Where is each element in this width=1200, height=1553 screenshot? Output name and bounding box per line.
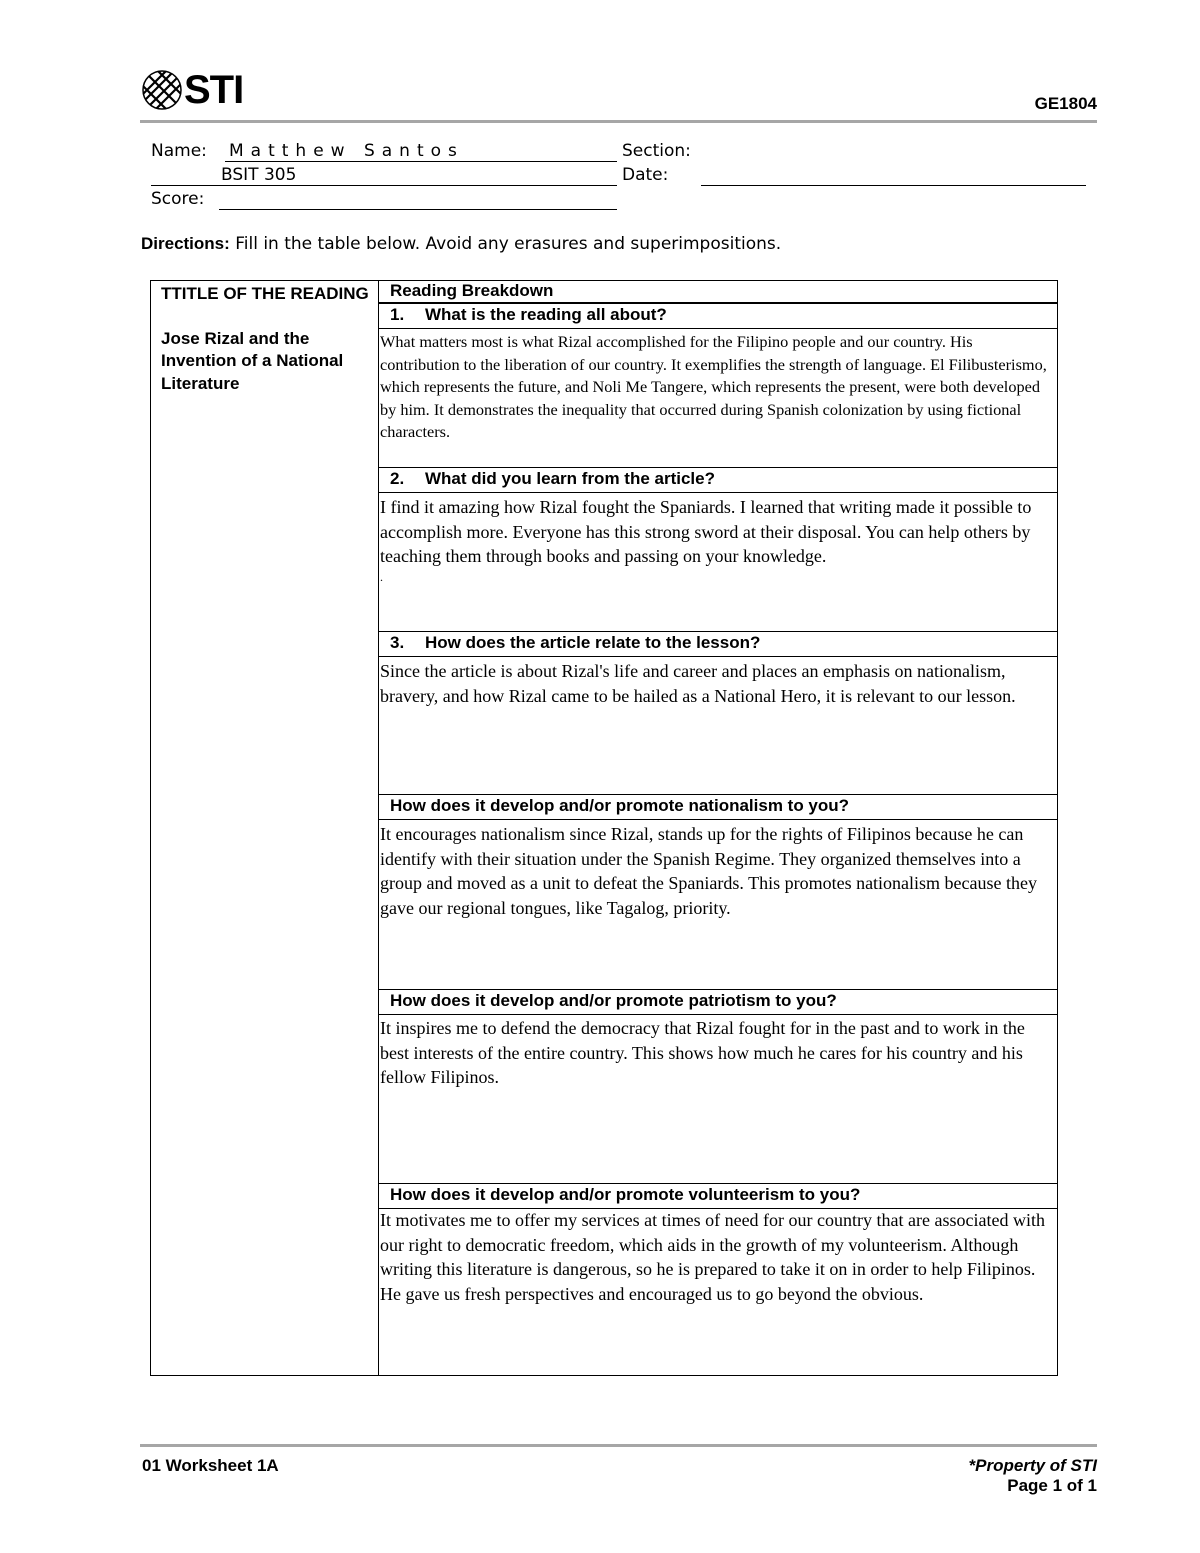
question-volunteerism: How does it develop and/or promote volunteerism to you? (379, 1183, 1058, 1209)
globe-icon (142, 70, 182, 110)
directions-text: Fill in the table below. Avoid any erasures and superimpositions. (235, 234, 782, 254)
question-2: 2. What did you learn from the article? (379, 467, 1058, 493)
answer-1[interactable]: What matters most is what Rizal accomplished for the Filipino people and our country. His contribution to the liberation of our country. It exemplifies the strength of language. El Filibusterismo, which represents the future, and Noli Me Tangere, which represents the present, were both developed by him. It demonstrates the inequality that occurred during Spanish colonization by using fictional characters. (380, 332, 1047, 442)
breakdown-header: Reading Breakdown (379, 280, 1058, 303)
course-code: GE1804 (1034, 94, 1097, 113)
title-cell (161, 283, 371, 395)
answer-volunteerism[interactable]: It motivates me to offer my services at times of need for our country that are associated with our right to democratic freedom, which aids in the growth of my volunteerism. Although writing this literature is dangerous, so he is prepared to take it on in order to help Filipinos. He gave us fresh perspectives and encouraged us to go beyond the obvious. (380, 1210, 1045, 1304)
footer-divider (140, 1444, 1097, 1447)
name-label: Name: (151, 141, 207, 161)
section-label: Section: (622, 141, 691, 161)
answer-3[interactable]: Since the article is about Rizal's life and career and places an emphasis on nationalism, bravery, and how Rizal came to be hailed as a National Hero, it is relevant to our lesson. (380, 661, 1016, 706)
score-underline[interactable] (219, 209, 617, 210)
question-nationalism: How does it develop and/or promote nationalism to you? (379, 794, 1058, 820)
property-notice: *Property of STI (968, 1456, 1097, 1475)
answer-nationalism[interactable]: It encourages nationalism since Rizal, stands up for the rights of Filipinos because he can identify with their situation under the Spanish Regime. They organized themselves into a group and moved as a unit to defeat the Spaniards. This promotes nationalism because they gave our regional tongues, like Tagalog, priority. (380, 824, 1038, 918)
sti-logo (142, 70, 243, 110)
name-underline (225, 161, 617, 162)
date-label: Date: (622, 165, 669, 185)
directions (141, 234, 781, 254)
question-1: 1. What is the reading all about? (379, 303, 1058, 329)
section-underline (151, 185, 617, 186)
page-number: Page 1 of 1 (1007, 1476, 1097, 1495)
date-underline[interactable] (701, 185, 1086, 186)
logo-text: STI (184, 68, 244, 112)
score-label: Score: (151, 189, 205, 209)
name-value[interactable]: Matthew Santos (229, 141, 464, 161)
title-heading: TTITLE OF THE READING (161, 284, 369, 303)
answer-patriotism[interactable]: It inspires me to defend the democracy that Rizal fought for in the past and to work in the best interests of the entire country. This shows how much he cares for his country and his fellow Filipinos. (380, 1018, 1025, 1088)
section-value[interactable]: BSIT 305 (221, 165, 297, 185)
worksheet-label: 01 Worksheet 1A (142, 1456, 279, 1475)
header-divider (140, 120, 1097, 123)
answer-2[interactable]: I find it amazing how Rizal fought the Spaniards. I learned that writing made it possible to accomplish more. Everyone has this strong sword at their disposal. You can help others by teaching them through books and passing on your knowledge. . (380, 497, 1032, 584)
question-patriotism: How does it develop and/or promote patriotism to you? (379, 989, 1058, 1015)
question-3: 3. How does the article relate to the lesson? (379, 631, 1058, 657)
reading-title: Jose Rizal and the Invention of a National Literature (161, 328, 344, 393)
title-column (150, 280, 379, 1376)
directions-label: Directions: (141, 234, 230, 253)
